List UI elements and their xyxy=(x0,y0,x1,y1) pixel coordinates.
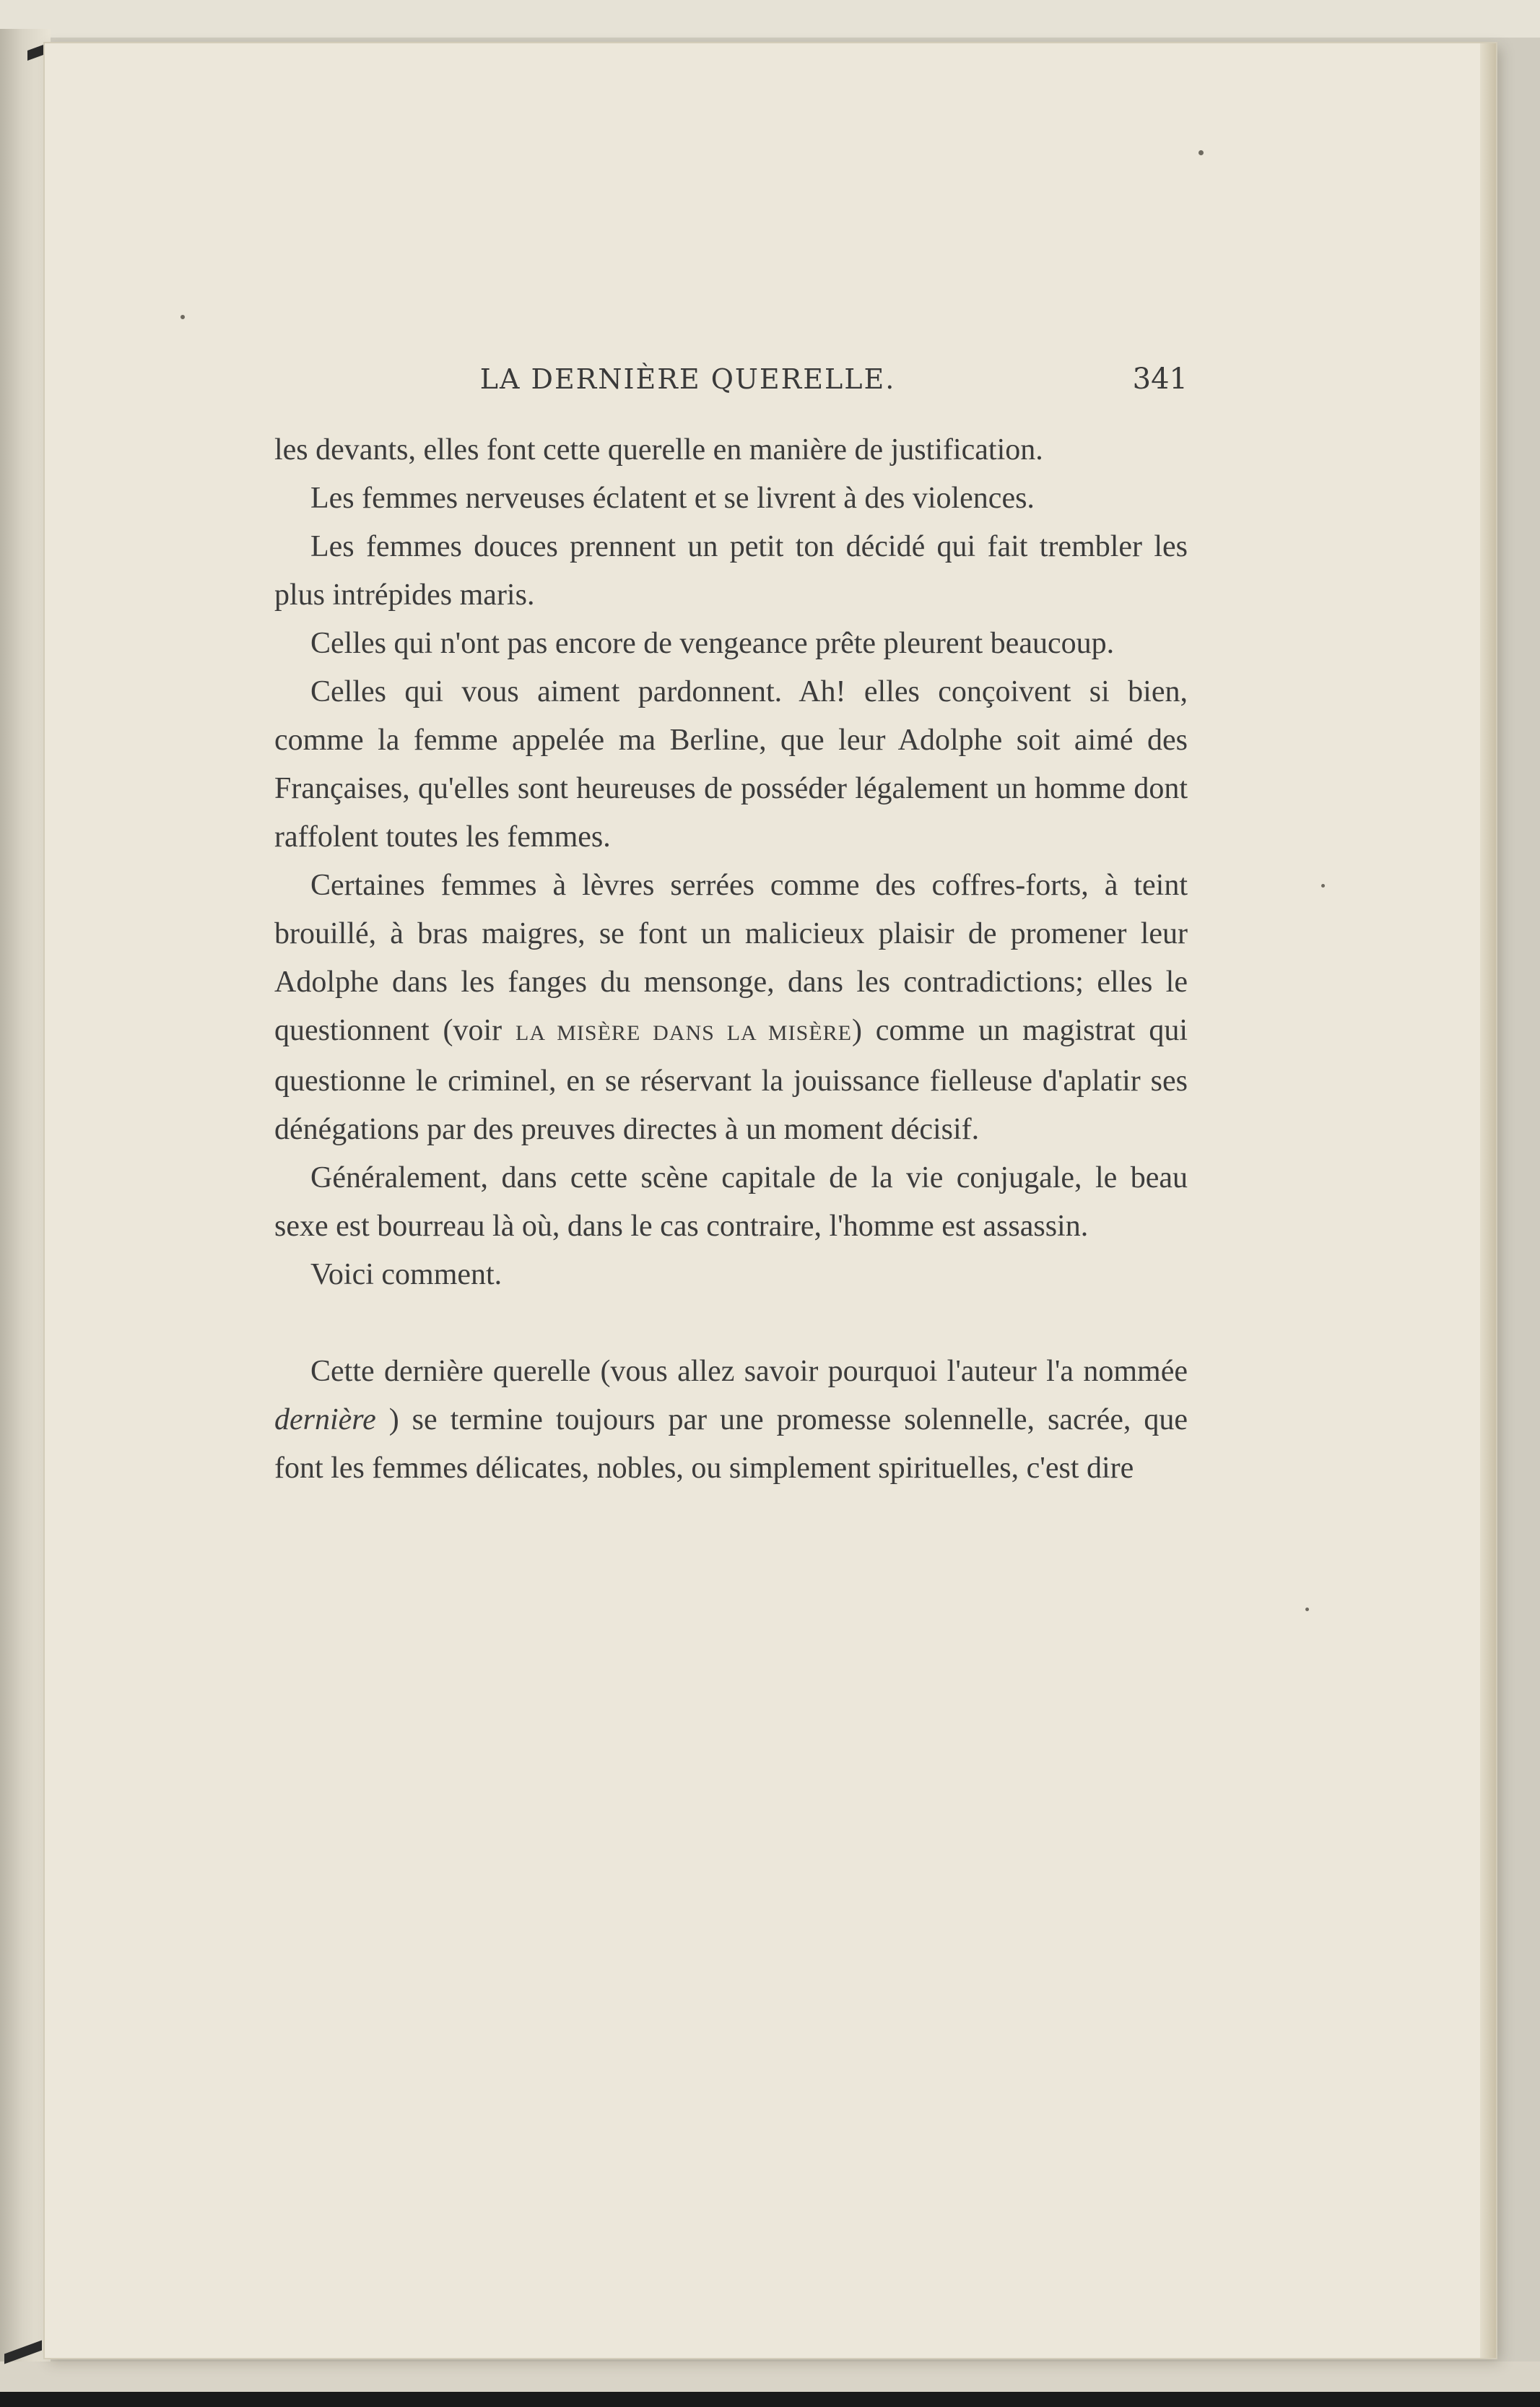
running-title: LA DERNIÈRE QUERELLE. xyxy=(479,363,896,395)
paragraph-2: Les femmes nerveuses éclatent et se livrent à des violences. xyxy=(310,482,1035,515)
book-gutter-edge xyxy=(0,29,51,2369)
paragraph-8: Voici comment. xyxy=(310,1258,503,1291)
running-head xyxy=(274,354,1188,404)
paragraph-9 xyxy=(274,1348,1188,1493)
paper-speck xyxy=(1198,150,1204,155)
scan-background-bottom xyxy=(0,2362,1540,2392)
paragraph-6-text-a: Certaines femmes à lèvres serrées comme des coffres-forts, à teint brouillé, à bras maigres, se font un malicieux plaisir de promener leur Adolphe dans les fanges du mensonge, dans les contradictions; elles le questionnent (voir xyxy=(274,869,1188,1047)
paragraph-9-text-b: ) se termine toujours par une promesse solennelle, sacrée, que font les femmes délicates, nobles, ou simplement spirituelles, c'est dire xyxy=(274,1403,1188,1485)
paragraph-5: Celles qui vous aiment pardonnent. Ah! elles conçoivent si bien, comme la femme appelée ma Berline, que leur Adolphe soit aimé des Françaises, qu'elles sont heureuses de posséder légalement un homme dont raffolent toutes les femmes. xyxy=(274,675,1188,854)
emphasis-derniere: dernière xyxy=(274,1403,376,1436)
paragraph-3: Les femmes douces prennent un petit ton décidé qui fait trembler les plus intrépides maris. xyxy=(274,530,1188,612)
paper-speck xyxy=(1321,884,1325,888)
page-number: 341 xyxy=(1132,363,1188,396)
body-text xyxy=(274,426,1188,1493)
paragraph-4: Celles qui n'ont pas encore de vengeance prête pleurent beaucoup. xyxy=(310,627,1115,660)
paragraph-6-text-b: ) comme un magistrat qui questionne le criminel, en se réservant la jouissance fielleuse d'aplatir ses dénégations par des preuves directes à un moment décisif. xyxy=(274,1014,1188,1146)
paper-speck xyxy=(1305,1608,1309,1611)
page-edge-right xyxy=(1480,43,1496,2358)
paragraph-9-text-a: Cette dernière querelle (vous allez savoir pourquoi l'auteur l'a nommée xyxy=(310,1355,1188,1388)
cross-reference: LA MISÈRE DANS LA MISÈRE xyxy=(515,1021,852,1045)
paragraph-6 xyxy=(274,862,1188,1154)
paragraph-7: Généralement, dans cette scène capitale de la vie conjugale, le beau sexe est bourreau là où, dans le cas contraire, l'homme est assassin. xyxy=(274,1161,1188,1243)
scan-border-bottom xyxy=(0,2392,1540,2407)
scan-background-top xyxy=(0,0,1540,38)
paper-speck xyxy=(180,315,185,319)
paragraph-1: les devants, elles font cette querelle en manière de justification. xyxy=(274,433,1043,467)
